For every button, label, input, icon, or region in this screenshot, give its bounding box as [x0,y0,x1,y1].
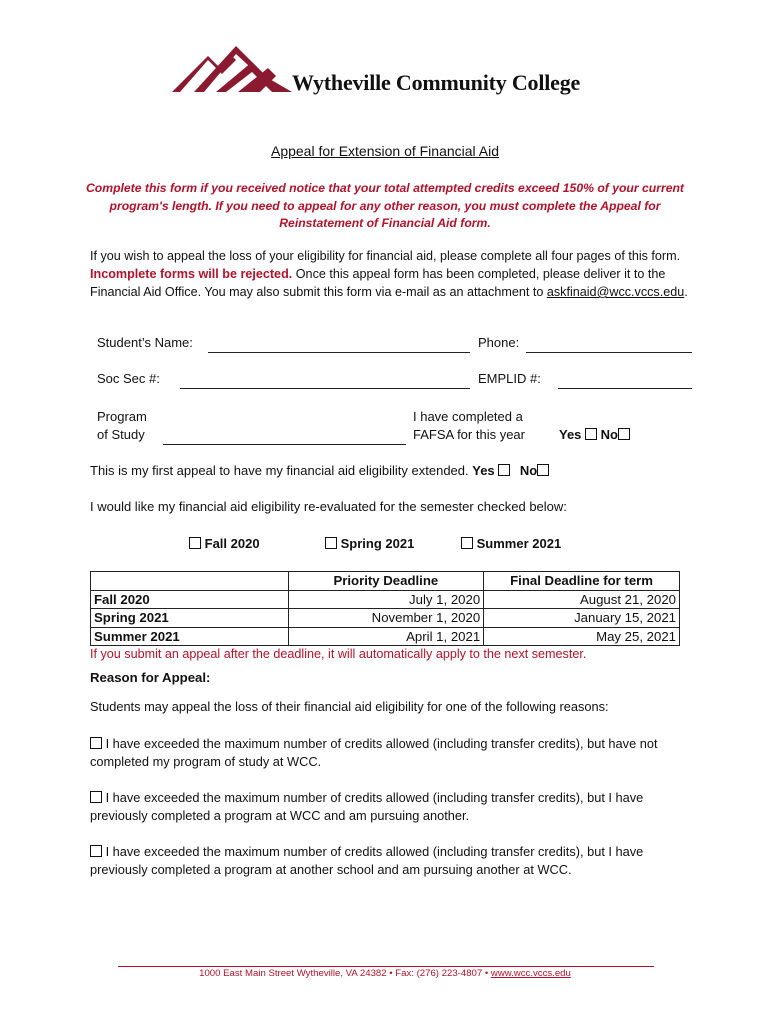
first-appeal-text: This is my first appeal to have my financial aid eligibility extended. [90,463,469,478]
table-header-cell [91,572,289,591]
student-name-field[interactable] [208,352,470,353]
late-submission-note: If you submit an appeal after the deadline, it will automatically apply to the next semester. [90,647,587,661]
ssn-field[interactable] [180,388,470,389]
semester-option-fall[interactable]: Fall 2020 [189,536,260,551]
final-cell: January 15, 2021 [484,609,680,628]
priority-cell: November 1, 2020 [288,609,484,628]
reason-item: I have exceeded the maximum number of credits allowed (including transfer credits), but I have previously completed a program at another school and am pursuing another at WCC. [90,844,644,877]
program-field[interactable] [163,444,406,445]
fafsa-label-line2: FAFSA for this year [413,427,525,442]
summer-2021-checkbox[interactable] [461,537,473,549]
table-header-cell: Priority Deadline [288,572,484,591]
semester-option-summer[interactable]: Summer 2021 [461,536,561,551]
student-name-label: Student’s Name: [97,335,193,350]
reason-heading: Reason for Appeal: [90,670,211,685]
table-row [91,627,680,646]
reason-intro: Students may appeal the loss of their financial aid eligibility for one of the following reasons: [90,699,609,714]
footer [0,968,770,979]
final-cell: August 21, 2020 [484,590,680,609]
table-header-cell: Final Deadline for term [484,572,680,591]
term-cell: Spring 2021 [91,609,289,628]
first-appeal-yes-checkbox[interactable] [498,464,510,476]
table-row [91,609,680,628]
fall-2020-checkbox[interactable] [189,537,201,549]
semester-option-spring[interactable]: Spring 2021 [325,536,414,551]
college-name: Wytheville Community College [292,70,581,95]
fafsa-yes-option: Yes No [559,427,630,442]
college-logo-mountains-icon [172,40,292,94]
deadlines-table [90,571,680,646]
table-header-row [91,572,680,591]
intro-paragraph: If you wish to appeal the loss of your eligibility for financial aid, please complete all four pages of this form. Incomplete forms will be rejected. Once this appeal form has been completed, please deliver it to the Financial Aid Office. You may also submit this form via e-mail as an attachment to askfinaid@wcc.vccs.edu. [90,249,688,299]
semester-prompt: I would like my financial aid eligibility re-evaluated for the semester checked below: [90,499,567,514]
email-link[interactable]: askfinaid@wcc.vccs.edu [546,285,685,299]
form-title: Appeal for Extension of Financial Aid [270,143,500,159]
ssn-label: Soc Sec #: [97,371,160,386]
reason-item: I have exceeded the maximum number of credits allowed (including transfer credits), but have not completed my program of study at WCC. [90,736,658,769]
footer-address: 1000 East Main Street Wytheville, VA 24382 • Fax: (276) 223-4807 • [199,968,491,979]
term-cell: Summer 2021 [91,627,289,646]
fafsa-no-checkbox[interactable] [618,428,630,440]
emplid-field[interactable] [558,388,692,389]
priority-cell: July 1, 2020 [288,590,484,609]
reason-1-checkbox[interactable] [90,737,102,749]
reason-3-checkbox[interactable] [90,845,102,857]
reason-item: I have exceeded the maximum number of credits allowed (including transfer credits), but I have previously completed a program at WCC and am pursuing another. [90,790,644,823]
incomplete-warning: Incomplete forms will be rejected. [90,267,293,281]
form-warning-text: Complete this form if you received notice that your total attempted credits exceed 150% of your current program's length. If you need to appeal for any other reason, you must complete the Appeal for Reinstatement of Financial Aid form. [85,181,684,230]
first-appeal-no-checkbox[interactable] [537,464,549,476]
phone-field[interactable] [526,352,692,353]
term-cell: Fall 2020 [91,590,289,609]
footer-divider [118,966,654,967]
reason-2-checkbox[interactable] [90,791,102,803]
final-cell: May 25, 2021 [484,627,680,646]
priority-cell: April 1, 2021 [288,627,484,646]
footer-website-link[interactable]: www.wcc.vccs.edu [490,968,571,979]
first-appeal-row: This is my first appeal to have my financial aid eligibility extended. Yes No [90,463,549,478]
phone-label: Phone: [478,335,520,350]
intro-text-1: If you wish to appeal the loss of your eligibility for financial aid, please complete all four pages of this form. [90,249,681,263]
program-label-line2: of Study [97,427,145,442]
table-row [91,590,680,609]
fafsa-yes-checkbox[interactable] [585,428,597,440]
program-label-line1: Program [97,409,147,424]
spring-2021-checkbox[interactable] [325,537,337,549]
fafsa-label-line1: I have completed a [413,409,523,424]
emplid-label: EMPLID #: [478,371,541,386]
intro-text-2: Once this appeal form has been completed, please deliver it to the Financial Aid Office. You may also submit this form via e-mail as an attachment to [90,267,666,299]
